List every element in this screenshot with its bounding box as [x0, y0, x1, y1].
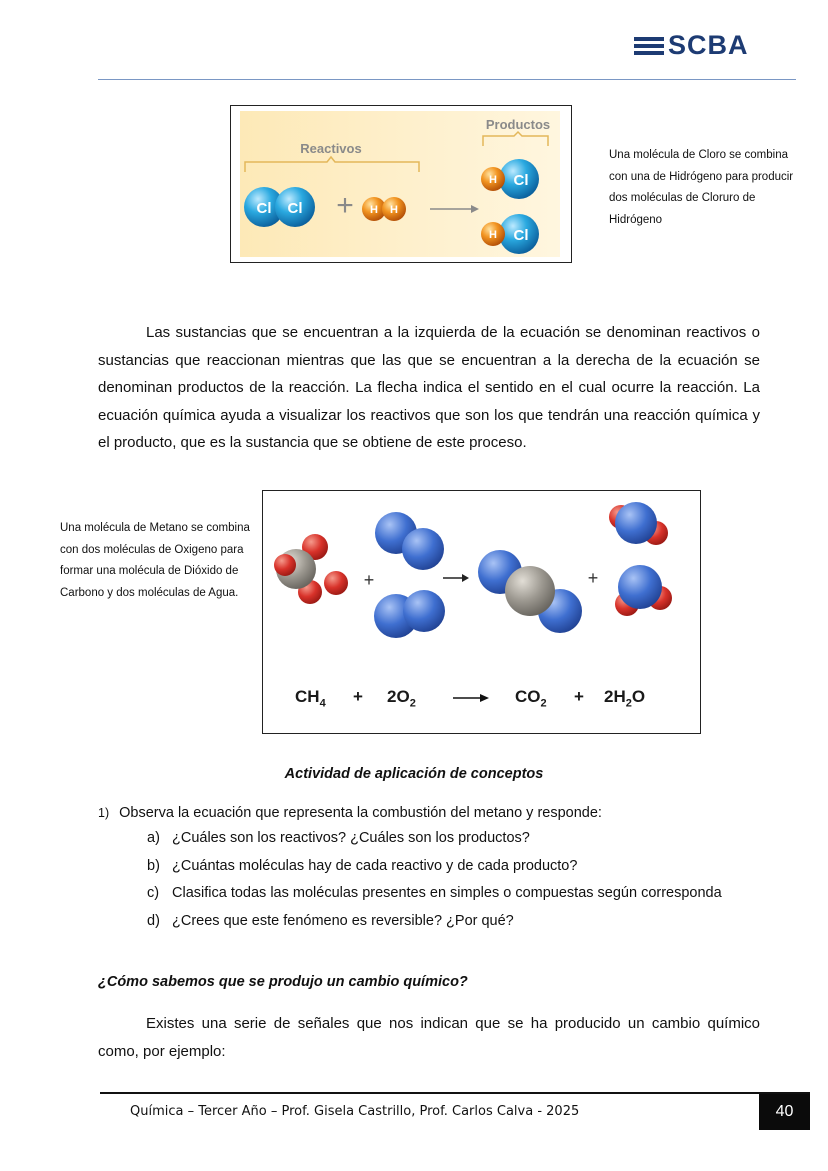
hcl-reaction-illustration — [231, 106, 571, 262]
figure-2-caption: Una molécula de Metano se combina con dos moléculas de Oxigeno para formar una molécula de Dióxido de Carbono y dos moléculas de Agua. — [60, 522, 250, 599]
svg-text:Cl: Cl — [513, 227, 529, 244]
svg-text:H: H — [489, 229, 497, 241]
question-number: 1) — [98, 806, 110, 820]
water-molecule — [615, 565, 672, 616]
svg-text:Cl: Cl — [513, 172, 529, 189]
svg-text:H: H — [370, 204, 378, 216]
carbon-dioxide-molecule — [478, 550, 582, 633]
equation-carbon-dioxide: $CO_2$ — [515, 687, 547, 710]
equation-plus: + — [353, 687, 363, 706]
question-1 — [98, 803, 602, 823]
plus-sign: + — [363, 570, 375, 590]
logo-bars-icon — [634, 37, 664, 58]
equation-arrow-icon — [453, 694, 489, 702]
list-item: c) Clasifica todas las moléculas presentes en simples o compuestas según corresponda — [147, 885, 722, 901]
label-productos: Productos — [485, 117, 551, 132]
header-divider — [98, 79, 796, 80]
list-item: d) ¿Crees que este fenómeno es reversible? ¿Por qué? — [147, 912, 514, 929]
scba-logo — [634, 30, 794, 60]
body-paragraph — [98, 319, 760, 457]
list-item: b) ¿Cuántas moléculas hay de cada reactivo y de cada producto? — [147, 857, 578, 874]
section-paragraph-text: Existes una serie de señales que nos indican que se ha producido un cambio químico como, por ejemplo: — [98, 1015, 760, 1060]
equation-oxygen: $2O_2$ — [387, 687, 416, 710]
svg-text:H: H — [390, 204, 398, 216]
footer-credits: Química – Tercer Año – Prof. Gisela Castrillo, Prof. Carlos Calva - 2025 — [130, 1104, 580, 1119]
equation-water: $2H_2O$ — [604, 687, 646, 710]
equation-plus: + — [574, 687, 584, 706]
section-paragraph — [98, 1010, 760, 1065]
activity-title: Actividad de aplicación de conceptos — [284, 766, 544, 782]
svg-text:Cl: Cl — [287, 200, 303, 217]
oxygen-molecule — [374, 590, 445, 638]
logo-text: SCBA — [668, 30, 749, 60]
figure-hcl-reaction — [230, 105, 572, 263]
reaction-arrow-icon — [443, 574, 469, 582]
paragraph-text: Las sustancias que se encuentran a la izquierda de la ecuación se denominan reactivos o sustancias que reaccionan mientras que las que se encuentran a la derecha de la ecuación se denominan productos de la reacción. La flecha indica el sentido en el cual ocurre la reacción. La ecuación química ayuda a visualizar los reactivos que son los que tendrán una reacción química y el producto, que es la sustancia que se obtiene de este proceso. — [98, 324, 760, 451]
figure-1-caption: Una molécula de Cloro se combina con una de Hidrógeno para producir dos moléculas de Cloruro de Hidrógeno — [609, 149, 794, 226]
label-reactivos: Reactivos — [300, 141, 362, 156]
page-number: 40 — [759, 1094, 810, 1130]
water-molecule — [609, 502, 668, 545]
svg-text:H: H — [489, 174, 497, 186]
list-item: a) ¿Cuáles son los reactivos? ¿Cuáles son los productos? — [147, 830, 530, 846]
section-heading: ¿Cómo sabemos que se produjo un cambio químico? — [98, 974, 468, 990]
svg-text:Cl: Cl — [256, 200, 272, 217]
figure-methane-combustion — [262, 490, 701, 734]
equation-methane: $CH_4$ — [295, 687, 326, 710]
plus-sign: + — [587, 568, 599, 588]
oxygen-molecule — [375, 512, 444, 570]
question-sublist — [147, 828, 722, 938]
question-text: Observa la ecuación que representa la combustión del metano y responde: — [119, 805, 602, 821]
methane-molecule — [274, 534, 348, 604]
footer-divider — [100, 1092, 810, 1094]
plus-sign: + — [336, 189, 354, 222]
